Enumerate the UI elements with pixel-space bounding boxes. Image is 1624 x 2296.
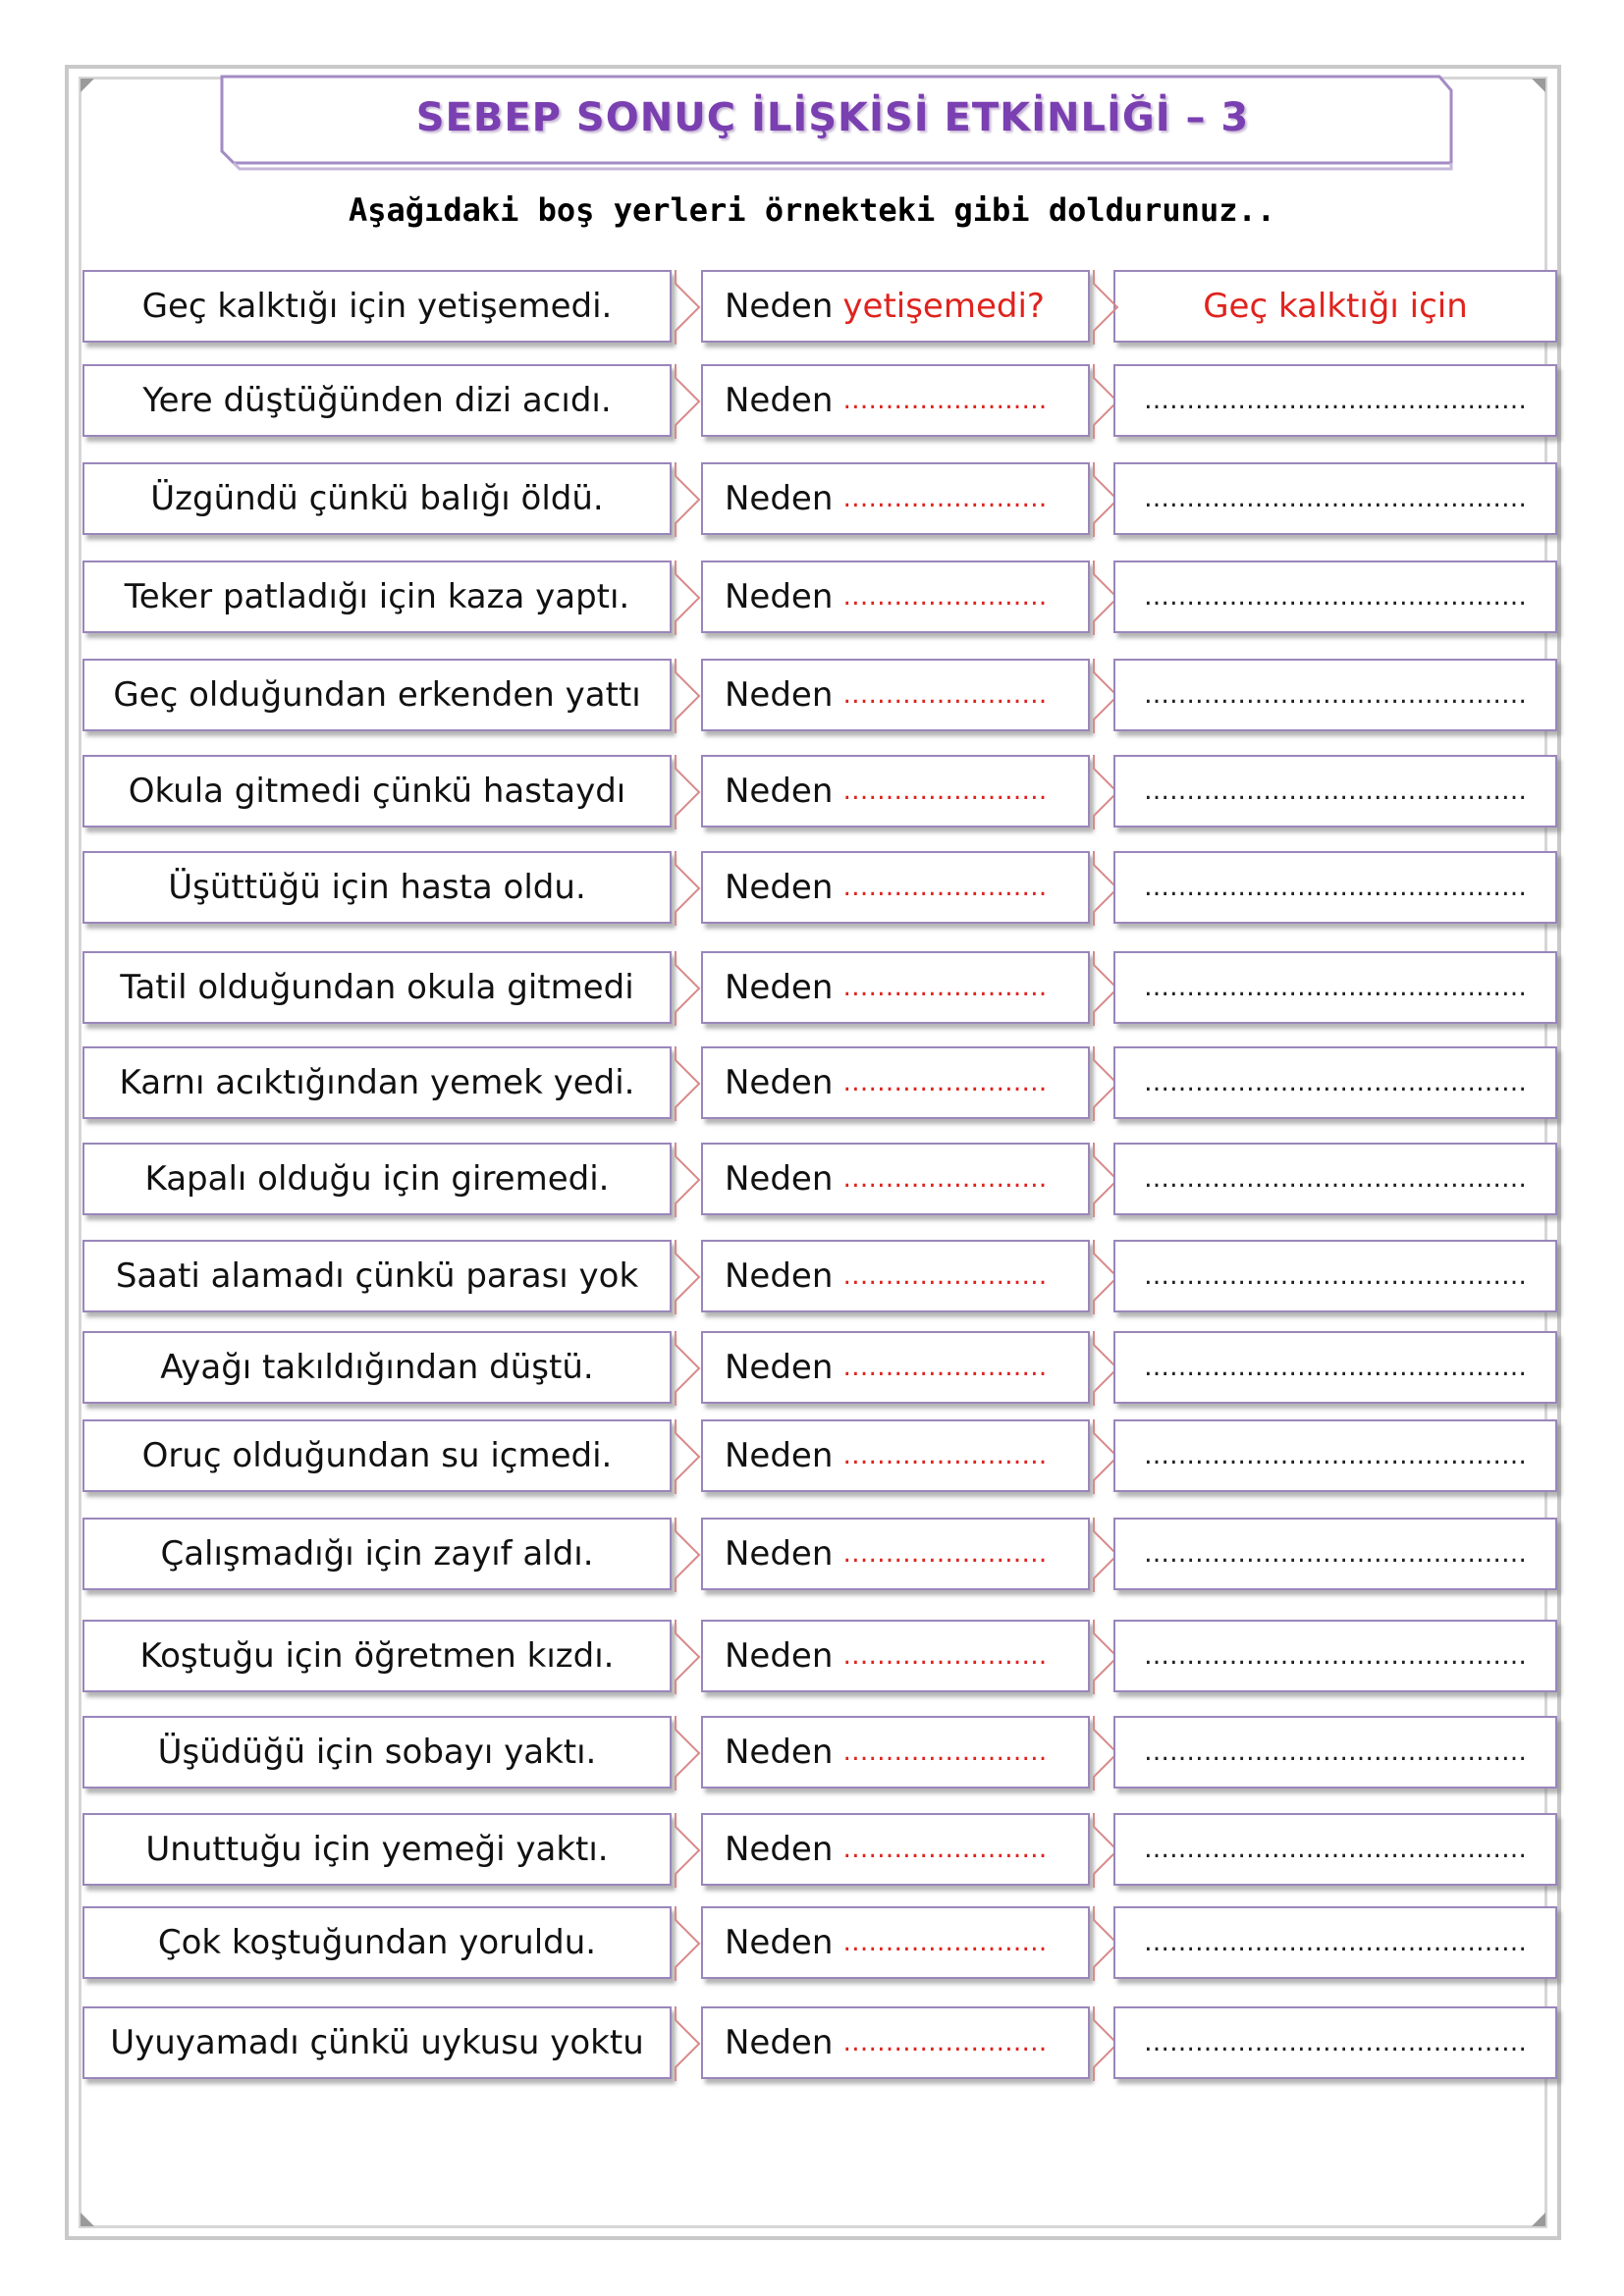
sentence-text: Unuttuğu için yemeği yaktı. xyxy=(145,1830,609,1869)
question-word: Neden xyxy=(725,1733,834,1772)
answer-blank[interactable]: ……………………………………… xyxy=(1144,484,1527,513)
example-sentence: Geç kalktığı için yetişemedi. xyxy=(141,287,613,326)
question-blank[interactable]: …………………… xyxy=(842,1261,1048,1291)
question-box[interactable] xyxy=(701,462,1090,535)
question-blank[interactable]: …………………… xyxy=(842,2028,1048,2057)
example-row xyxy=(0,270,1624,343)
example-question-box xyxy=(701,270,1090,343)
sentence-text: Çalışmadığı için zayıf aldı. xyxy=(160,1534,594,1574)
question-box[interactable] xyxy=(701,561,1090,633)
answer-blank[interactable]: ……………………………………… xyxy=(1144,1261,1527,1291)
exercise-row xyxy=(0,1419,1624,1492)
exercise-row xyxy=(0,561,1624,633)
arrow-icon xyxy=(674,1514,703,1596)
sentence-text: Tatil olduğundan okula gitmedi xyxy=(120,968,634,1007)
arrow-icon xyxy=(674,847,703,930)
sentence-text: Çok koştuğundan yoruldu. xyxy=(157,1923,597,1962)
answer-box[interactable] xyxy=(1113,462,1557,535)
question-word: Neden xyxy=(725,1348,834,1387)
sentence-box xyxy=(82,1716,672,1789)
arrow-icon xyxy=(674,1616,703,1698)
exercise-row xyxy=(0,1813,1624,1886)
sentence-box xyxy=(82,462,672,535)
page-title: SEBEP SONUÇ İLİŞKİSİ ETKİNLİĞİ – 3 xyxy=(415,95,1250,140)
sentence-text: Geç olduğundan erkenden yattı xyxy=(113,675,641,715)
answer-blank[interactable]: ……………………………………… xyxy=(1144,1641,1527,1671)
question-box[interactable] xyxy=(701,851,1090,924)
sentence-box xyxy=(82,659,672,731)
answer-blank[interactable]: ……………………………………… xyxy=(1144,386,1527,415)
question-blank[interactable]: …………………… xyxy=(842,973,1048,1002)
sentence-box xyxy=(82,561,672,633)
question-blank[interactable]: …………………… xyxy=(842,1928,1048,1957)
answer-blank[interactable]: ……………………………………… xyxy=(1144,1068,1527,1097)
arrow-icon xyxy=(1092,266,1121,348)
answer-blank[interactable]: ……………………………………… xyxy=(1144,1737,1527,1767)
answer-box[interactable] xyxy=(1113,1620,1557,1692)
answer-blank[interactable]: ……………………………………… xyxy=(1144,680,1527,710)
sentence-box xyxy=(82,2006,672,2079)
exercise-row xyxy=(0,364,1624,437)
example-answer-box xyxy=(1113,270,1557,343)
arrow-icon xyxy=(674,947,703,1030)
sentence-box xyxy=(82,1906,672,1979)
sentence-text: Teker patladığı için kaza yaptı. xyxy=(124,577,630,616)
example-question-rest: yetişemedi? xyxy=(842,287,1045,326)
question-blank[interactable]: …………………… xyxy=(842,1835,1048,1864)
answer-box[interactable] xyxy=(1113,1518,1557,1590)
question-blank[interactable]: …………………… xyxy=(842,1737,1048,1767)
sentence-box xyxy=(82,851,672,924)
answer-blank[interactable]: ……………………………………… xyxy=(1144,1164,1527,1194)
corner-decoration xyxy=(1532,2213,1545,2226)
question-blank[interactable]: …………………… xyxy=(842,1641,1048,1671)
corner-decoration xyxy=(81,2213,94,2226)
question-word: Neden xyxy=(725,287,834,326)
sentence-box xyxy=(82,1813,672,1886)
question-box[interactable] xyxy=(701,1419,1090,1492)
arrow-icon xyxy=(674,1139,703,1221)
answer-blank[interactable]: ……………………………………… xyxy=(1144,1353,1527,1382)
sentence-text: Uyuyamadı çünkü uykusu yoktu xyxy=(110,2023,644,2062)
sentence-box xyxy=(82,755,672,828)
arrow-icon xyxy=(674,458,703,541)
answer-blank[interactable]: ……………………………………… xyxy=(1144,776,1527,806)
answer-blank[interactable]: ……………………………………… xyxy=(1144,1928,1527,1957)
answer-box[interactable] xyxy=(1113,561,1557,633)
arrow-icon xyxy=(674,557,703,639)
question-word: Neden xyxy=(725,1923,834,1962)
arrow-icon xyxy=(674,1327,703,1410)
sentence-box xyxy=(82,1240,672,1312)
question-word: Neden xyxy=(725,772,834,811)
sentence-text: Yere düştüğünden dizi acıdı. xyxy=(142,381,612,420)
question-blank[interactable]: …………………… xyxy=(842,1441,1048,1470)
arrow-icon xyxy=(674,2002,703,2085)
question-word: Neden xyxy=(725,1830,834,1869)
sentence-text: Ayağı takıldığından düştü. xyxy=(160,1348,594,1387)
corner-decoration xyxy=(81,79,94,92)
answer-box[interactable] xyxy=(1113,1331,1557,1404)
question-blank[interactable]: …………………… xyxy=(842,1068,1048,1097)
sentence-box xyxy=(82,1419,672,1492)
answer-box[interactable] xyxy=(1113,364,1557,437)
answer-blank[interactable]: ……………………………………… xyxy=(1144,873,1527,902)
question-blank[interactable]: …………………… xyxy=(842,386,1048,415)
question-word: Neden xyxy=(725,381,834,420)
example-sentence-box xyxy=(82,270,672,343)
question-box[interactable] xyxy=(701,1240,1090,1312)
exercise-row xyxy=(0,2006,1624,2079)
sentence-text: Üşüdüğü için sobayı yaktı. xyxy=(157,1733,597,1772)
answer-box[interactable] xyxy=(1113,2006,1557,2079)
exercise-row xyxy=(0,1143,1624,1215)
question-blank[interactable]: …………………… xyxy=(842,776,1048,806)
question-word: Neden xyxy=(725,1256,834,1296)
question-box[interactable] xyxy=(701,1046,1090,1119)
exercise-row xyxy=(0,755,1624,828)
sentence-text: Oruç olduğundan su içmedi. xyxy=(141,1436,613,1475)
sentence-box xyxy=(82,1046,672,1119)
arrow-icon xyxy=(674,1809,703,1892)
arrow-icon xyxy=(674,1902,703,1985)
answer-blank[interactable]: ……………………………………… xyxy=(1144,1441,1527,1470)
question-box[interactable] xyxy=(701,755,1090,828)
sentence-box xyxy=(82,1518,672,1590)
question-word: Neden xyxy=(725,2023,834,2062)
answer-box[interactable] xyxy=(1113,1419,1557,1492)
arrow-icon xyxy=(674,1042,703,1125)
arrow-icon xyxy=(674,1236,703,1318)
answer-box[interactable] xyxy=(1113,755,1557,828)
exercise-row xyxy=(0,1518,1624,1590)
answer-blank[interactable]: ……………………………………… xyxy=(1144,1539,1527,1569)
arrow-icon xyxy=(674,655,703,737)
question-blank[interactable]: …………………… xyxy=(842,873,1048,902)
answer-box[interactable] xyxy=(1113,1716,1557,1789)
question-blank[interactable]: …………………… xyxy=(842,484,1048,513)
arrow-icon xyxy=(674,1712,703,1794)
question-box[interactable] xyxy=(701,1620,1090,1692)
answer-box[interactable] xyxy=(1113,951,1557,1024)
question-word: Neden xyxy=(725,577,834,616)
exercise-row xyxy=(0,1906,1624,1979)
exercise-row xyxy=(0,462,1624,535)
question-box[interactable] xyxy=(701,1331,1090,1404)
answer-box[interactable] xyxy=(1113,1906,1557,1979)
arrow-icon xyxy=(674,266,703,348)
question-box[interactable] xyxy=(701,1813,1090,1886)
question-word: Neden xyxy=(725,868,834,907)
question-word: Neden xyxy=(725,479,834,518)
sentence-text: Koştuğu için öğretmen kızdı. xyxy=(139,1636,615,1676)
sentence-box xyxy=(82,1331,672,1404)
question-box[interactable] xyxy=(701,951,1090,1024)
exercise-row xyxy=(0,951,1624,1024)
answer-blank[interactable]: ……………………………………… xyxy=(1144,582,1527,612)
sentence-text: Üzgündü çünkü balığı öldü. xyxy=(150,479,604,518)
question-word: Neden xyxy=(725,1063,834,1102)
question-blank[interactable]: …………………… xyxy=(842,680,1048,710)
question-box[interactable] xyxy=(701,2006,1090,2079)
sentence-text: Üşüttüğü için hasta oldu. xyxy=(168,868,586,907)
answer-blank[interactable]: ……………………………………… xyxy=(1144,2028,1527,2057)
answer-box[interactable] xyxy=(1113,659,1557,731)
arrow-icon xyxy=(674,1415,703,1498)
question-box[interactable] xyxy=(701,1518,1090,1590)
question-box[interactable] xyxy=(701,1143,1090,1215)
corner-decoration xyxy=(1532,79,1545,92)
question-blank[interactable]: …………………… xyxy=(842,582,1048,612)
arrow-icon xyxy=(674,751,703,833)
exercise-row xyxy=(0,1716,1624,1789)
answer-box[interactable] xyxy=(1113,1143,1557,1215)
sentence-box xyxy=(82,951,672,1024)
answer-blank[interactable]: ……………………………………… xyxy=(1144,1835,1527,1864)
answer-blank[interactable]: ……………………………………… xyxy=(1144,973,1527,1002)
exercise-row xyxy=(0,1046,1624,1119)
question-box[interactable] xyxy=(701,364,1090,437)
question-word: Neden xyxy=(725,675,834,715)
sentence-text: Saati alamadı çünkü parası yok xyxy=(115,1256,639,1296)
exercise-row xyxy=(0,659,1624,731)
sentence-box xyxy=(82,1620,672,1692)
question-word: Neden xyxy=(725,968,834,1007)
question-word: Neden xyxy=(725,1534,834,1574)
sentence-text: Karnı acıktığından yemek yedi. xyxy=(119,1063,635,1102)
exercise-row xyxy=(0,1620,1624,1692)
question-box[interactable] xyxy=(701,1716,1090,1789)
sentence-box xyxy=(82,1143,672,1215)
exercise-row xyxy=(0,1240,1624,1312)
exercise-row xyxy=(0,1331,1624,1404)
arrow-icon xyxy=(674,360,703,443)
answer-box[interactable] xyxy=(1113,1046,1557,1119)
question-blank[interactable]: …………………… xyxy=(842,1539,1048,1569)
question-box[interactable] xyxy=(701,1906,1090,1979)
question-box[interactable] xyxy=(701,659,1090,731)
question-word: Neden xyxy=(725,1436,834,1475)
exercise-row xyxy=(0,851,1624,924)
answer-box[interactable] xyxy=(1113,851,1557,924)
sentence-text: Kapalı olduğu için giremedi. xyxy=(144,1159,610,1199)
title-banner xyxy=(212,73,1453,163)
sentence-box xyxy=(82,364,672,437)
instruction-text: Aşağıdaki boş yerleri örnekteki gibi doldurunuz.. xyxy=(348,191,1275,229)
answer-box[interactable] xyxy=(1113,1240,1557,1312)
answer-box[interactable] xyxy=(1113,1813,1557,1886)
example-answer: Geç kalktığı için xyxy=(1203,287,1468,326)
question-word: Neden xyxy=(725,1636,834,1676)
question-blank[interactable]: …………………… xyxy=(842,1353,1048,1382)
question-word: Neden xyxy=(725,1159,834,1199)
question-blank[interactable]: …………………… xyxy=(842,1164,1048,1194)
sentence-text: Okula gitmedi çünkü hastaydı xyxy=(128,772,626,811)
